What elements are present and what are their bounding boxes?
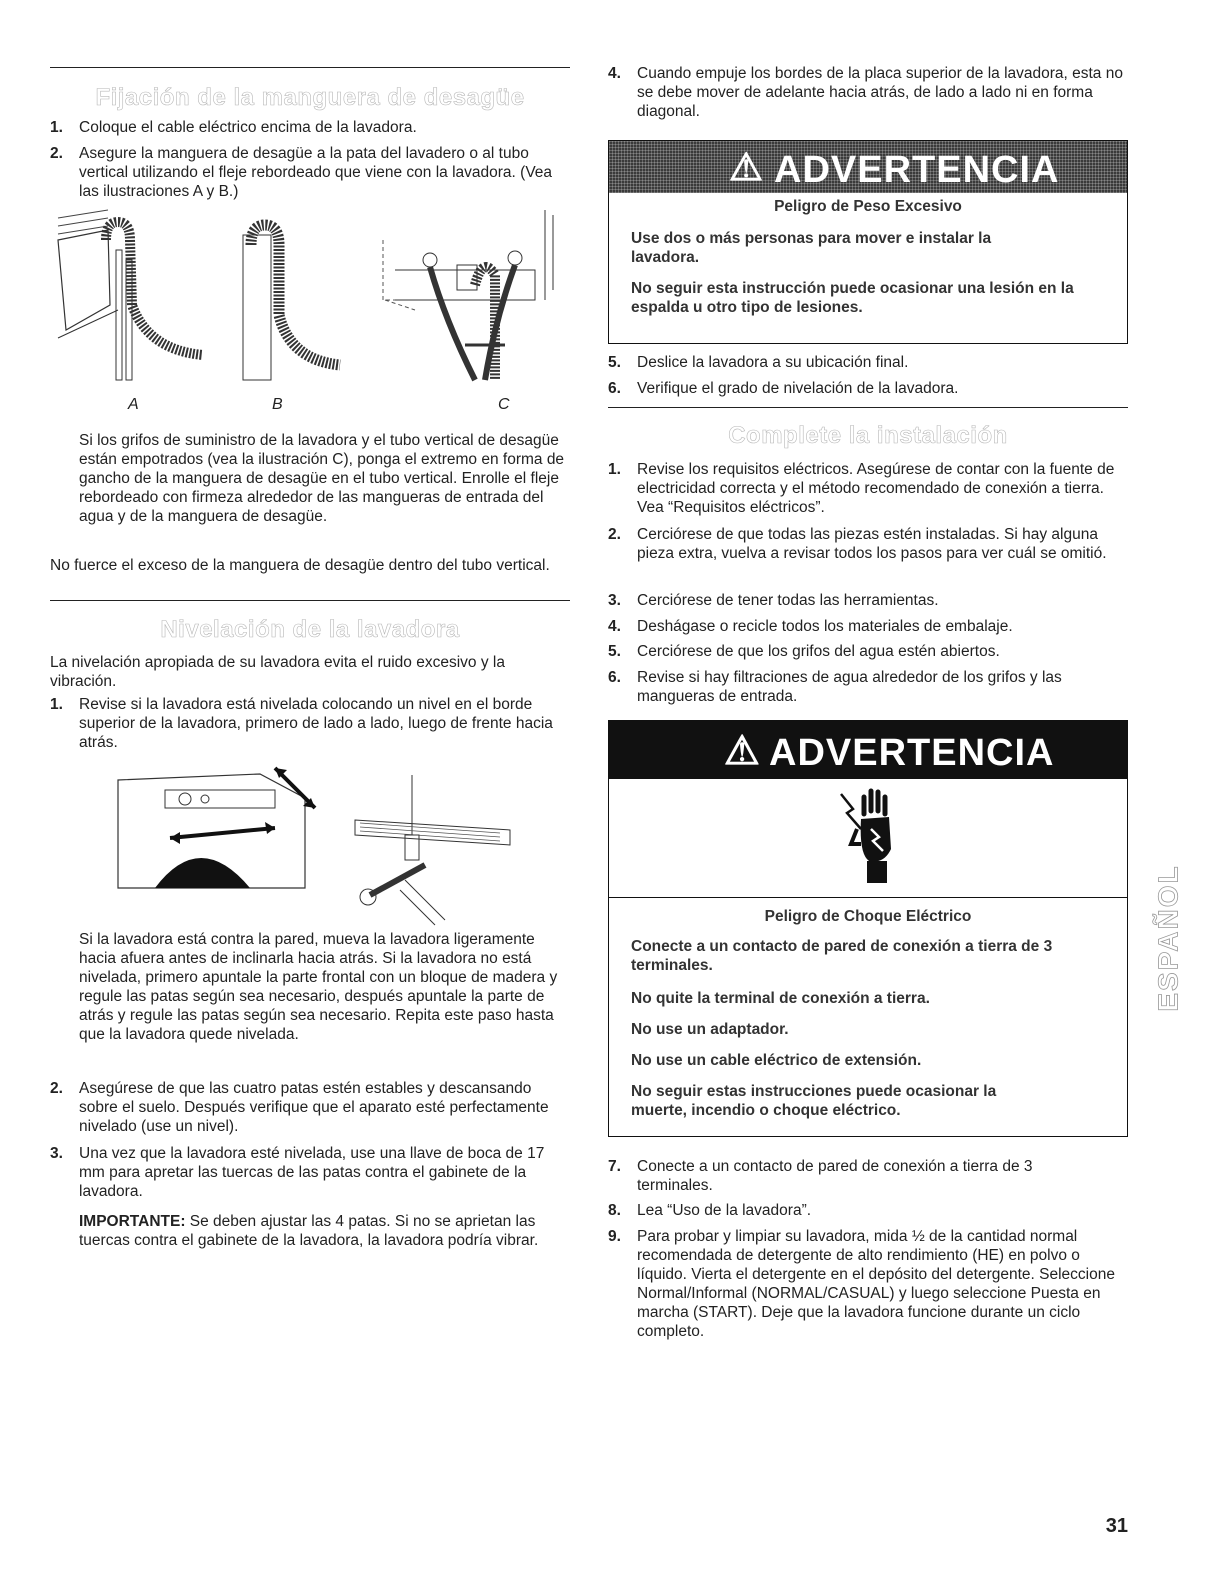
step-text: Lea “Uso de la lavadora”. [637,1202,812,1219]
section-rule [50,600,570,601]
step-number: 2. [50,1080,63,1097]
step-number: 2. [608,526,621,543]
drain-hose-illustration-b [235,215,345,380]
important-text: Se deben ajustar las 4 patas. Si no se aprietan las tuercas contra el gabinete de la lavadora, la lavadora podría vibrar. [79,1213,539,1249]
warning-triangle-icon: ⚠ [729,147,764,189]
step-text: Cuando empuje los bordes de la placa superior de la lavadora, esta no se debe mover de adelante hacia atrás, de lado a lado ni en forma diagonal. [637,65,1123,120]
side-tab-label: ESPAÑOL [1152,863,1184,1012]
step-number: 9. [608,1228,621,1245]
paragraph: La nivelación apropiada de su lavadora evita el ruido excesivo y la vibración. [50,654,505,690]
step-text: Conecte a un contacto de pared de conexión a tierra de 3 terminales. [637,1158,1033,1194]
step-number: 4. [608,65,621,82]
warning-text: No seguir esta instrucción puede ocasionar una lesión en la espalda u otro tipo de lesiones. [631,280,1074,316]
step-text: Deshágase o recicle todos los materiales de embalaje. [637,618,1013,635]
warning-text: No use un cable eléctrico de extensión. [631,1052,922,1069]
important-note [79,1212,569,1250]
step-number: 1. [608,461,621,478]
step-number: 1. [50,696,63,713]
warning-text: No quite la terminal de conexión a tierra. [631,990,930,1007]
paragraph: No fuerce el exceso de la manguera de desagüe dentro del tubo vertical. [50,557,550,574]
language-side-tab [1153,830,1183,1045]
section-rule [608,407,1128,408]
caption-a: A [128,396,139,413]
warning-banner [609,141,1127,193]
step-number: 6. [608,669,621,686]
step-number: 5. [608,354,621,371]
warning-banner-text: ADVERTENCIA [774,149,1060,191]
step-text: Coloque el cable eléctrico encima de la lavadora. [79,119,417,136]
section-title-drain: Fijación de la manguera de desagüe [95,84,525,111]
warning-banner-text: ADVERTENCIA [769,732,1055,774]
step-number: 8. [608,1202,621,1219]
drain-hose-illustration-a [58,210,208,385]
section-title-complete: Complete la instalación [728,422,1008,449]
paragraph: Si los grifos de suministro de la lavadora y el tubo vertical de desagüe están empotrados (vea la ilustración C), ponga el extremo en forma de gancho de la manguera de desagüe en el tubo vertical. Enrolle el fleje rebordeado con firmeza alrededor de las mangueras de entrada del agua y de la manguera de desagüe. [79,432,565,525]
step-number: 1. [50,119,63,136]
section-title-leveling: Nivelación de la lavadora [160,616,460,643]
paragraph: Si la lavadora está contra la pared, mueva la lavadora ligeramente hacia afuera antes de inclinarla hacia atrás. Si la lavadora no está nivelada, primero apuntale la parte frontal con un bloque de madera y regule las patas según sea necesario, después apuntale la parte de atrás y regule las patas según sea necesario. Repita este paso hasta que la lavadora quede nivelada. [79,931,558,1043]
warning-box-weight [608,140,1128,344]
drain-hose-illustration-c [375,210,560,385]
step-text: Cerciórese de que los grifos del agua estén abiertos. [637,643,1000,660]
step-text: Cerciórese de tener todas las herramientas. [637,592,939,609]
step-text: Para probar y limpiar su lavadora, mida ½ de la cantidad normal recomendada de detergente de alto rendimiento (HE) en polvo o líquido. Vierta el detergente en el depósito del detergente. Seleccione Normal/Informal (NORMAL/CASUAL) y luego seleccione Puesta en marcha (START). Deje que la lavadora funcione durante un ciclo completo. [637,1228,1115,1340]
caption-c: C [498,396,510,413]
step-number: 2. [50,145,63,162]
warning-box-electric [608,720,1128,1137]
step-number: 4. [608,618,621,635]
warning-triangle-icon: ⚠ [724,729,760,773]
divider [609,897,1127,898]
warning-text: Use dos o más personas para mover e instalar la lavadora. [631,230,992,266]
step-number: 3. [50,1145,63,1162]
electric-shock-hand-icon [839,789,904,889]
caption-b: B [272,396,283,413]
step-number: 3. [608,592,621,609]
warning-text: No seguir estas instrucciones puede ocasionar la muerte, incendio o choque eléctrico. [631,1083,997,1119]
step-text: Revise si la lavadora está nivelada colocando un nivel en el borde superior de la lavadora, primero de lado a lado, luego de frente hacia atrás. [79,696,553,751]
step-number: 5. [608,643,621,660]
step-text: Cerciórese de que todas las piezas estén instaladas. Si hay alguna pieza extra, vuelva a revisar todos los pasos para ver cuál se omitió. [637,526,1107,562]
step-number: 6. [608,380,621,397]
step-number: 7. [608,1158,621,1175]
warning-text: Conecte a un contacto de pared de conexión a tierra de 3 terminales. [631,938,1053,974]
step-text: Deslice la lavadora a su ubicación final. [637,354,909,371]
step-text: Asegúrese de que las cuatro patas estén estables y descansando sobre el suelo. Después verifique que el aparato esté perfectamente nivelado (use un nivel). [79,1080,549,1135]
step-text: Asegure la manguera de desagüe a la pata del lavadero o al tubo vertical utilizando el fleje rebordeado que viene con la lavadora. (Vea las ilustraciones A y B.) [79,145,553,200]
step-text: Revise si hay filtraciones de agua alrededor de los grifos y las mangueras de entrada. [637,669,1062,705]
warning-text: No use un adaptador. [631,1021,789,1038]
step-text: Una vez que la lavadora esté nivelada, use una llave de boca de 17 mm para apretar las tuercas de las patas contra el gabinete de la lavadora. [79,1145,545,1200]
page-number: 31 [1105,1515,1128,1537]
washer-level-illustration [110,768,325,893]
wrench-leg-illustration [350,775,515,925]
step-text: Verifique el grado de nivelación de la lavadora. [637,380,959,397]
warning-heading: Peligro de Peso Excesivo [774,198,962,215]
warning-banner [609,721,1127,779]
warning-heading: Peligro de Choque Eléctrico [764,908,972,925]
section-rule [50,67,570,68]
step-text: Revise los requisitos eléctricos. Asegúrese de contar con la fuente de electricidad correcta y el método recomendado de conexión a tierra. Vea “Requisitos eléctricos”. [637,461,1115,516]
important-label: IMPORTANTE: [79,1213,186,1230]
